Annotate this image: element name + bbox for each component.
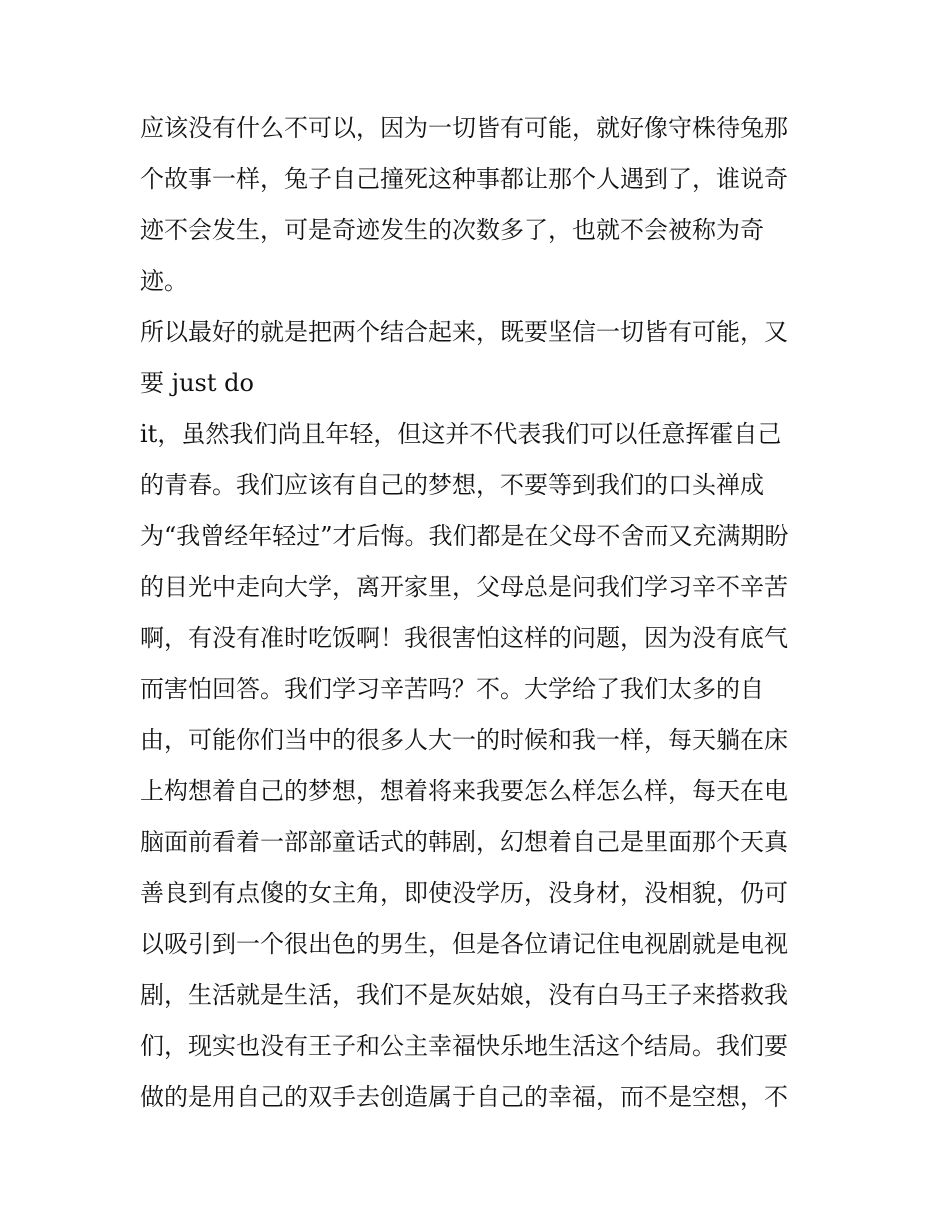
text-line-14: 上构想着自己的梦想，想着将来我要怎么样怎么样，每天在电: [140, 777, 788, 805]
text-line-12: 而害怕回答。我们学习辛苦吗？不。大学给了我们太多的自: [140, 675, 764, 703]
text-line-6: 要 just do: [140, 369, 254, 397]
body-text: [140, 103, 830, 1123]
text-line-9: 为“我曾经年轻过”才后悔。我们都是在父母不舍而又充满期盼: [140, 522, 789, 550]
text-line-7: it，虽然我们尚且年轻，但这并不代表我们可以任意挥霍自己: [140, 420, 782, 448]
text-line-11: 啊，有没有准时吃饭啊！我很害怕这样的问题，因为没有底气: [140, 624, 788, 652]
text-line-3: 迹不会发生，可是奇迹发生的次数多了，也就不会被称为奇: [140, 216, 764, 244]
text-line-5: 所以最好的就是把两个结合起来，既要坚信一切皆有可能，又: [140, 318, 788, 346]
text-line-4: 迹。: [140, 267, 188, 295]
text-line-20: 做的是用自己的双手去创造属于自己的幸福，而不是空想，不: [140, 1083, 788, 1111]
text-line-16: 善良到有点傻的女主角，即使没学历，没身材，没相貌，仍可: [140, 879, 788, 907]
text-line-19: 们，现实也没有王子和公主幸福快乐地生活这个结局。我们要: [140, 1032, 788, 1060]
text-line-18: 剧，生活就是生活，我们不是灰姑娘，没有白马王子来搭救我: [140, 981, 788, 1009]
text-line-1: 应该没有什么不可以，因为一切皆有可能，就好像守株待兔那: [140, 114, 788, 142]
text-line-17: 以吸引到一个很出色的男生，但是各位请记住电视剧就是电视: [140, 930, 788, 958]
text-line-15: 脑面前看着一部部童话式的韩剧，幻想着自己是里面那个天真: [140, 828, 788, 856]
text-line-13: 由，可能你们当中的很多人大一的时候和我一样，每天躺在床: [140, 726, 788, 754]
text-line-10: 的目光中走向大学，离开家里，父母总是问我们学习辛不辛苦: [140, 573, 788, 601]
text-line-2: 个故事一样，兔子自己撞死这种事都让那个人遇到了，谁说奇: [140, 165, 788, 193]
text-line-8: 的青春。我们应该有自己的梦想，不要等到我们的口头禅成: [140, 471, 764, 499]
